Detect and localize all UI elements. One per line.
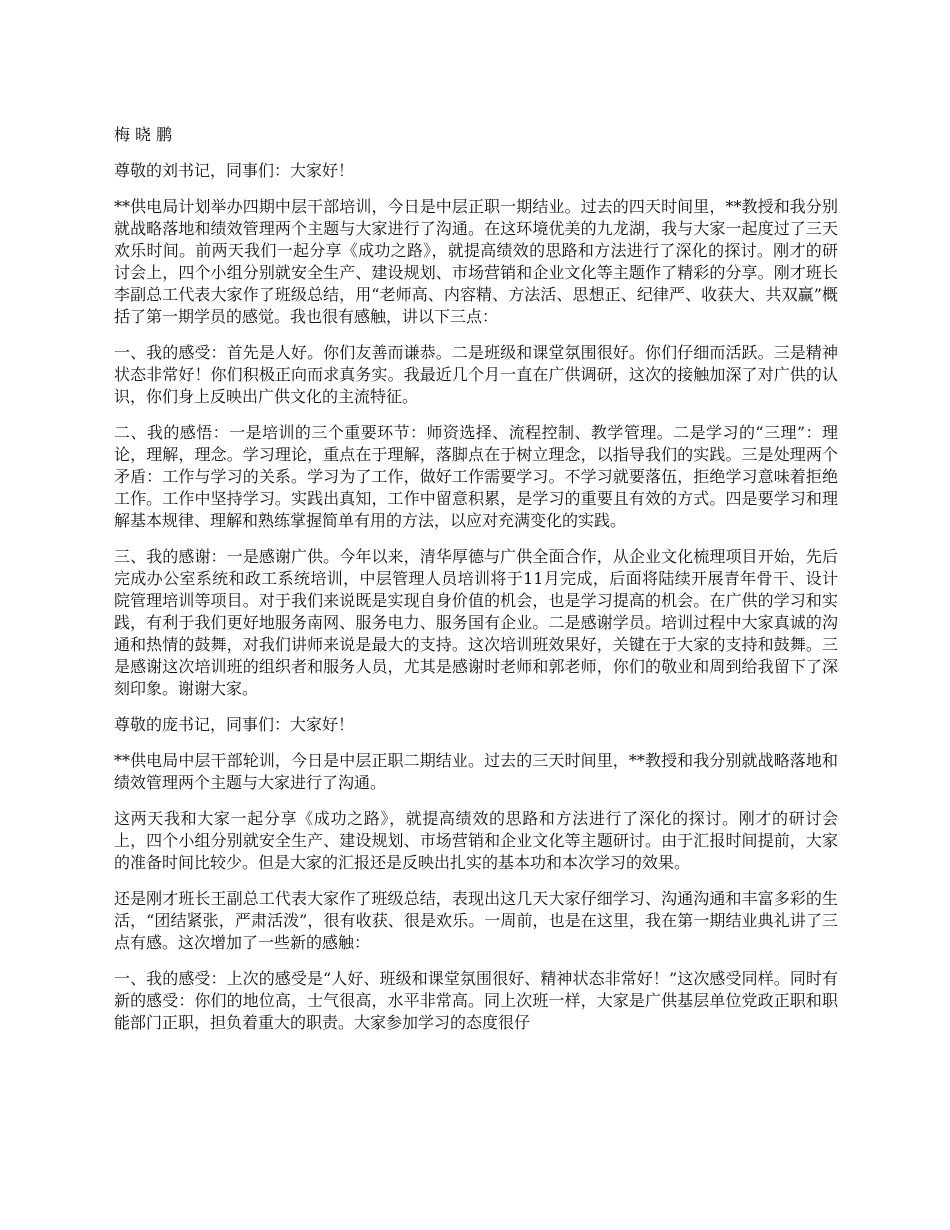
paragraph-sharing: 这两天我和大家一起分享《成功之路》，就提高绩效的思路和方法进行了深化的探讨。刚才的研讨会上，四个小组分别就安全生产、建设规划、市场营销和企业文化等主题研讨。由于汇报时间提前，大家的准备时间比较少。但是大家的汇报还是反映出扎实的基本功和本次学习的效果。 [114,809,838,872]
paragraph-feelings-second: 一、我的感受：上次的感受是“人好、班级和课堂氛围很好、精神状态非常好！”这次感受同样。同时有新的感受：你们的地位高，士气很高，水平非常高。同上次班一样，大家是广供基层单位党政正职和职能部门正职，担负着重大的职责。大家参加学习的态度很仔 [114,969,838,1032]
paragraph-intro-first: **供电局计划举办四期中层干部培训，今日是中层正职一期结业。过去的四天时间里，**教授和我分别就战略落地和绩效管理两个主题与大家进行了沟通。在这环境优美的九龙湖，我与大家一起度过了三天欢乐时间。前两天我们一起分享《成功之路》，就提高绩效的思路和方法进行了深化的探讨。刚才的研讨会上，四个小组分别就安全生产、建设规划、市场营销和企业文化等主题作了精彩的分享。刚才班长李副总工代表大家作了班级总结，用“老师高、内容精、方法活、思想正、纪律严、收获大、共双赢”概括了第一期学员的感觉。我也很有感触，讲以下三点： [114,197,838,326]
paragraph-feelings-first: 一、我的感受：首先是人好。你们友善而谦恭。二是班级和课堂氛围很好。你们仔细而活跃。三是精神状态非常好！你们积极正向而求真务实。我最近几个月一直在广供调研，这次的接触加深了对广供的认识，你们身上反映出广供文化的主流特征。 [114,343,838,406]
paragraph-insights: 二、我的感悟：一是培训的三个重要环节：师资选择、流程控制、教学管理。二是学习的“三理”：理论，理解，理念。学习理论，重点在于理解，落脚点在于树立理念，以指导我们的实践。三是处理两个矛盾：工作与学习的关系。学习为了工作，做好工作需要学习。不学习就要落伍，拒绝学习意味着拒绝工作。工作中坚持学习。实践出真知，工作中留意积累，是学习的重要且有效的方式。四是要学习和理解基本规律、理解和熟练掌握简单有用的方法，以应对充满变化的实践。 [114,423,838,530]
paragraph-summary: 还是刚才班长王副总工代表大家作了班级总结，表现出这几天大家仔细学习、沟通沟通和丰富多彩的生活，“团结紧张，严肃活泼”，很有收获、很是欢乐。一周前，也是在这里，我在第一期结业典礼讲了三点有感。这次增加了一些新的感触： [114,889,838,952]
author-name: 梅晓鹏 [114,125,178,144]
greeting-first: 尊敬的刘书记，同事们：大家好！ [114,161,355,180]
paragraph-thanks: 三、我的感谢：一是感谢广供。今年以来，清华厚德与广供全面合作，从企业文化梳理项目开始，先后完成办公室系统和政工系统培训，中层管理人员培训将于11月完成，后面将陆续开展青年骨干、设计院管理培训等项目。对于我们来说既是实现自身价值的机会，也是学习提高的机会。在广供的学习和实践，有利于我们更好地服务南网、服务电力、服务国有企业。二是感谢学员。培训过程中大家真诚的沟通和热情的鼓舞，对我们讲师来说是最大的支持。这次培训班效果好，关键在于大家的支持和鼓舞。三是感谢这次培训班的组织者和服务人员，尤其是感谢时老师和郭老师，你们的敬业和周到给我留下了深刻印象。谢谢大家。 [114,547,838,698]
document-page [114,124,838,1048]
paragraph-intro-second: **供电局中层干部轮训，今日是中层正职二期结业。过去的三天时间里，**教授和我分别就战略落地和绩效管理两个主题与大家进行了沟通。 [114,751,838,792]
greeting-second: 尊敬的庞书记，同事们：大家好！ [114,715,355,734]
